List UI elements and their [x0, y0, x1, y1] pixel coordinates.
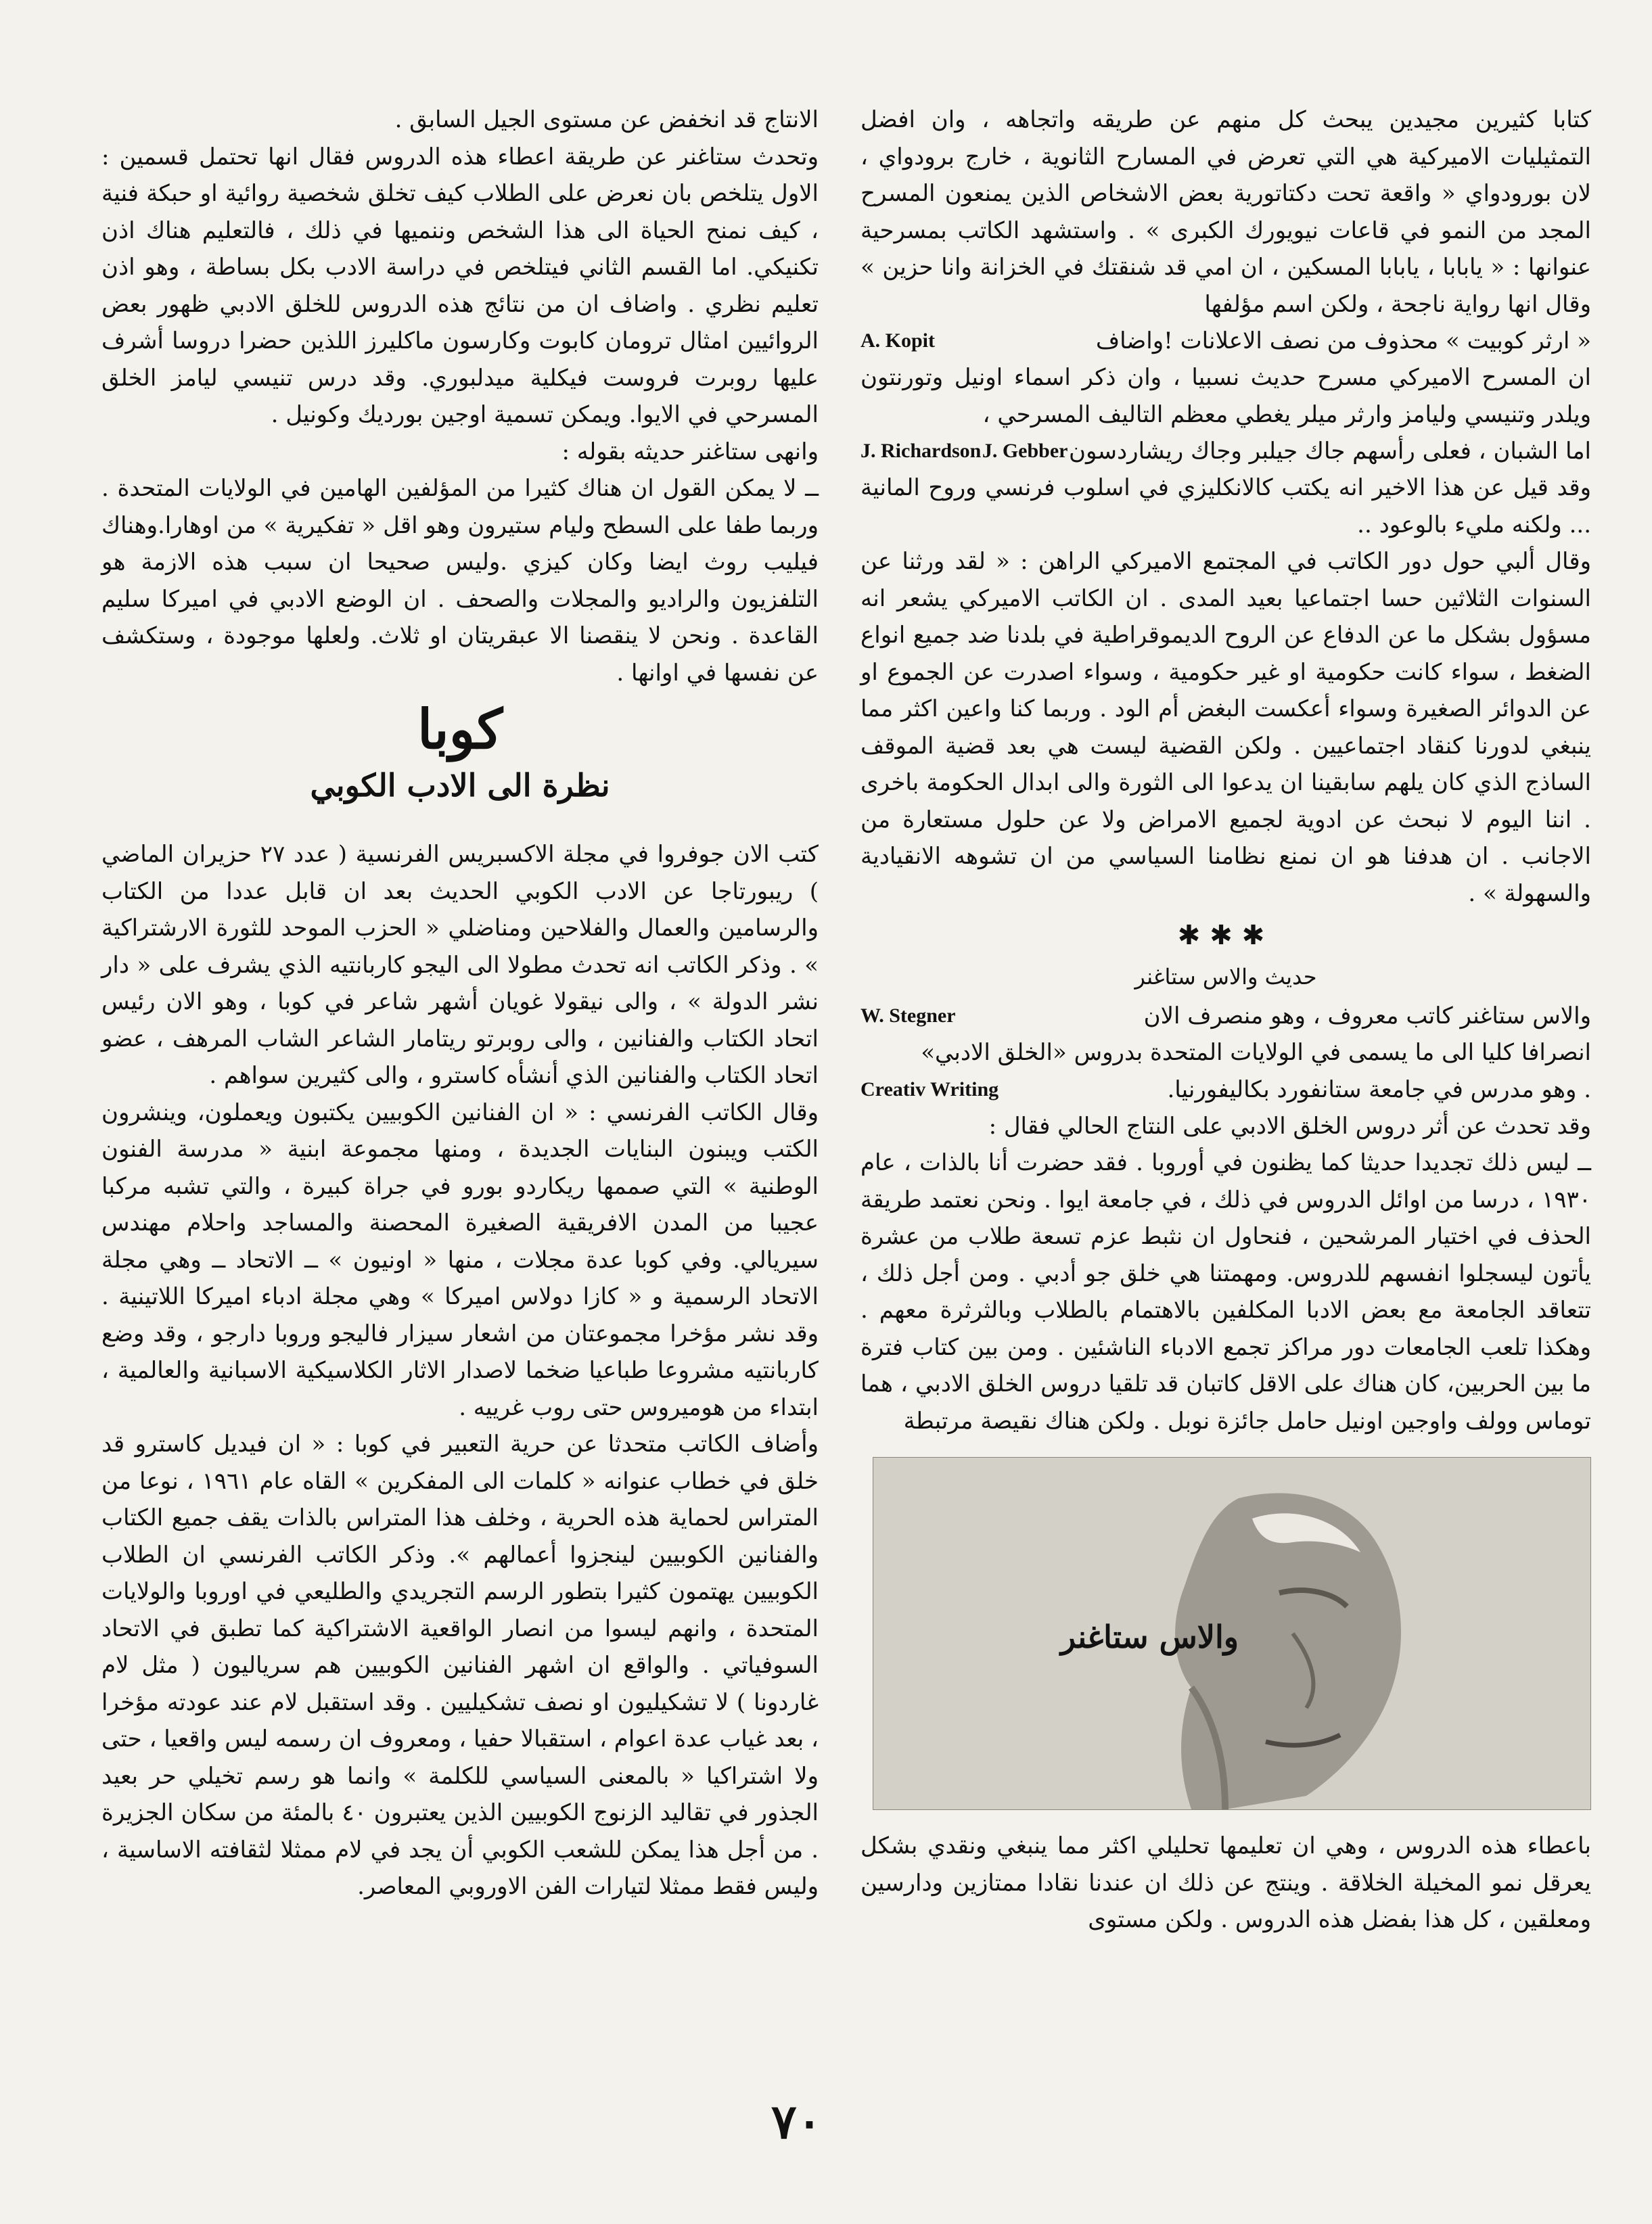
- kopit-line: [861, 323, 1591, 359]
- creative-writing-line: [861, 1071, 1591, 1108]
- paragraph: وقال ألبي حول دور الكاتب في المجتمع الاميركي الراهن : « لقد ورثنا عن السنوات الثلاثين حسا اجتماعيا بعيد المدى . ان الكاتب الاميركي يشعر انه مسؤول بشكل ما عن الدفاع عن الروح الديموقراطية في بلدنا ضد جميع انواع الضغط ، سواء كانت حكومية او غير حكومية ، وسواء اصدرت عن الجموع او عن الدوائر الصغيرة وسواء أعكست البغض أم الود . وربما كنا واعين اكثر مما ينبغي لدورنا كنقاد اجتماعيين . ولكن القضية ليست هي بعد قضية الموقف الساذج الذي كان يلهم سابقينا ان يدعوا الى الثورة والى ابدال الحكومة باخرى . اننا اليوم لا نبحث عن ادوية لجميع الامراض ولا عن حلول مستعارة من الاجانب . ان هدفنا هو ان نمنع نظامنا السياسي من ان تشوهه الانقيادية والسهولة » .: [861, 548, 1591, 907]
- latin-gloss: W. Stegner: [861, 1004, 956, 1027]
- paragraph: وقال الكاتب الفرنسي : « ان الفنانين الكوبيين يكتبون ويعملون، وينشرون الكتب ويبنون البنايات الجديدة ، ومنها مجموعة ابنية « مدرسة الفنون الوطنية » التي صممها ريكاردو بورو في جراة كبيرة ، والتي تشبه مركبا عجيبا من المدن الافريقية الصغيرة المحصنة والمساجد واحلام مهندس سيريالي. وفي كوبا عدة مجلات ، منها « اونيون » ــ الاتحاد ــ وهي مجلة الاتحاد الرسمية و « كازا دولاس اميركا » وهي مجلة ادباء اميركا اللاتينية . وقد نشر مؤخرا مجموعتان من اشعار سيزار فاليجو وروبا دارجو ، وقد وضع كاربانتيه مشروعا طباعيا ضخما لاصدار الاثار الكلاسيكية الاسبانية والعالمية ، ابتداء من هوميروس حتى روب غرييه .: [101, 1098, 819, 1421]
- paragraph: والاس ستاغنر كاتب معروف ، وهو منصرف الان: [1143, 1002, 1591, 1029]
- paragraph: ان المسرح الاميركي مسرح حديث نسبيا ، وان ذكر اسماء اونيل وتورنتون ويلدر وتنيسي وليامز وارثر ميلر يغطي معظم التاليف المسرحي ،: [861, 364, 1591, 428]
- paragraph: كتب الان جوفروا في مجلة الاكسبريس الفرنسية ( عدد ٢٧ حزيران الماضي ) ريبورتاجا عن الادب الكوبي الحديث بعد ان قابل عددا من الكتاب والرسامين والعمال والفلاحين ومناضلي « الحزب الموحد للثورة الارشتراكية » . وذكر الكاتب انه تحدث مطولا الى اليجو كاربانتيه الذي يشرف على « دار نشر الدولة » ، والى نيقولا غويان أشهر شاعر في كوبا ، وهو الان رئيس اتحاد الكتاب والفنانين ، والى روبرتو ريتامار الشاعر الشاب المرهف ، عضو اتحاد الكتاب والفنانين الذي أنشأه كاسترو ، والى كثيرين سواهم .: [101, 841, 819, 1089]
- section-subtitle: نظرة الى الادب الكوبي: [310, 767, 610, 804]
- gebber-line: [861, 433, 1591, 469]
- right-column: [861, 101, 1591, 1939]
- paragraph: « ارثر كوبيت » محذوف من نصف الاعلانات !واضاف: [1095, 327, 1591, 354]
- paragraph: وانهى ستاغنر حديثه بقوله :: [561, 438, 819, 465]
- paragraph: وأضاف الكاتب متحدثا عن حرية التعبير في كوبا : « ان فيديل كاسترو قد خلق في خطاب عنوانه « كلمات الى المفكرين » القاه عام ١٩٦١ ، نوعا من المتراس لحماية هذه الحرية ، وخلف هذا المتراس بالذات يقف جميع الكتاب والفنانين الكوبيين لينجزوا أعمالهم ». وذكر الكاتب الفرنسي ان الطلاب الكوبيين يهتمون كثيرا بتطور الرسم التجريدي والطليعي في اوروبا والولايات المتحدة ، وانهم ليسوا من انصار الواقعية الاشتراكية كما تطبق في الاتحاد السوفياتي . والواقع ان اشهر الفنانين الكوبيين هم سرياليون ( مثل لام غاردونا ) لا تشكيليون او نصف تشكيليين . وقد استقبل لام عند عودته مؤخرا ، بعد غياب عدة اعوام ، استقبالا حفيا ، ومعروف ان رسمه ليس واقعيا ، حتى ولا اشتراكيا « بالمعنى السياسي للكلمة » وانما هو رسم تخيلي حر بعيد الجذور في تقاليد الزنوج الكوبيين الذين يعتبرون ٤٠ بالمئة من سكان الجزيرة . من أجل هذا يمكن للشعب الكوبي أن يجد في لام ممثلا لثقافته الاساسية ، وليس فقط ممثلا لتيارات الفن الاوروبي المعاصر.: [101, 1431, 819, 1900]
- latin-gloss: Creativ Writing: [861, 1078, 999, 1101]
- paragraph: كتابا كثيرين مجيدين يبحث كل منهم عن طريقه واتجاهه ، وان افضل التمثيليات الاميركية هي التي تعرض في المسارح الثانوية ، خارج برودواي ، لان بورودواي « واقعة تحت دكتاتورية بعض الاشخاص الذين يمنعون المسرح المجد من النمو في قاعات نيويورك الكبرى » . واستشهد الكاتب بمسرحية عنوانها : « يابابا ، يابابا المسكين ، ان امي قد شنقتك في الخزانة وانا حزين » وقال انها رواية ناجحة ، ولكن اسم مؤلفها: [861, 106, 1591, 318]
- paragraph: . وهو مدرس في جامعة ستانفورد بكاليفورنيا.: [1167, 1075, 1591, 1103]
- left-column: [101, 101, 819, 1905]
- section-headline: كوبا: [417, 697, 503, 761]
- paragraph: وقد قيل عن هذا الاخير انه يكتب كالانكليزي في اسلوب فرنسي وروح المانية ... ولكنه مليء بالوعود ..: [861, 474, 1591, 538]
- photo-caption: والاس ستاغنر: [1060, 1619, 1239, 1655]
- paragraph: اما الشبان ، فعلى رأسهم جاك جيلبر وجاك ريشاردسون: [1068, 438, 1591, 465]
- paragraph: الانتاج قد انخفض عن مستوى الجيل السابق .: [394, 106, 819, 133]
- page-number: ٧٠: [771, 2093, 823, 2150]
- latin-gloss: J. Richardson: [861, 440, 982, 462]
- section-subhead: حديث والاس ستاغنر: [1134, 963, 1317, 990]
- latin-gloss: J. Gebber: [982, 440, 1068, 462]
- paragraph: انصرافا كليا الى ما يسمى في الولايات المتحدة بدروس «الخلق الادبي»: [921, 1039, 1591, 1066]
- paragraph: باعطاء هذه الدروس ، وهي ان تعليمها تحليلي اكثر مما ينبغي ونقدي بشكل يعرقل نمو المخيلة الخلاقة . وينتج عن ذلك ان عندنا نقادا ممتازين ودارسين ومعلقين ، كل هذا بفضل هذه الدروس . ولكن مستوى: [861, 1832, 1591, 1933]
- paragraph: وقد تحدث عن أثر دروس الخلق الادبي على النتاج الحالي فقال :: [988, 1112, 1591, 1140]
- paragraph: وتحدث ستاغنر عن طريقة اعطاء هذه الدروس فقال انها تحتمل قسمين : الاول يتلخص بان نعرض على الطلاب كيف تخلق شخصية روائية او حبكة فنية ، كيف نمنح الحياة الى هذا الشخص وننميها في ذلك ، فالتعليم هناك اذن تكنيكي. اما القسم الثاني فيتلخص في دراسة الادب بكل بساطة ، وهو اذن تعليم نظري . واضاف ان من نتائج هذه الدروس للخلق الادبي ظهور بعض الروائيين امثال ترومان كابوت وكارسون ماكليرز اللذين حضرا دروسا أشرف عليها روبرت فروست فيكلية ميدلبوري. وقد درس تنيسي ليامز الخلق المسرحي في الايوا. ويمكن تسمية اوجين بورديك وكونيل .: [101, 143, 819, 428]
- paragraph: ــ ليس ذلك تجديدا حديثا كما يظنون في أوروبا . فقد حضرت أنا بالذات ، عام ١٩٣٠ ، درسا من اوائل الدروس في ذلك ، في جامعة ايوا . ونحن نعتمد طريقة الحذف في اختيار المرشحين ، فنحاول ان نثبط عزم تسعة طلاب من عشرة يأتون ليسجلوا انفسهم للدروس. ومهمتنا هي خلق جو أدبي . ومن أجل ذلك ، تتعاقد الجامعة مع بعض الادبا المكلفين بالاهتمام بالطلاب وبالثرثرة معهم . وهكذا تلعب الجامعات دور مراكز تجمع الادباء الناشئين . ومن بين كتاب فترة ما بين الحربين، كان هناك على الاقل كاتبان قد تلقيا دروس الخلق الادبي ، هما توماس وولف واوجين اونيل حامل جائزة نوبل . ولكن هناك نقيصة مرتبطة: [861, 1149, 1591, 1435]
- portrait-photo: [873, 1457, 1591, 1810]
- latin-gloss: A. Kopit: [861, 329, 936, 352]
- section-divider-stars: ✱✱✱: [1177, 920, 1275, 951]
- stegner-line: [861, 998, 1591, 1034]
- paragraph: ــ لا يمكن القول ان هناك كثيرا من المؤلفين الهامين في الولايات المتحدة . وربما طفا على السطح وليام ستيرون وهو اقل « تفكيرية » من اوهارا.وهناك فيليب روث ايضا وكان كيزي .وليس صحيحا ان سبب هذه الازمة هو التلفزيون والراديو والمجلات والصحف . ان الوضع الادبي في اميركا سليم القاعدة . ونحن لا ينقصنا الا عبقريتان او ثلاث. ولعلها موجودة ، وستكشف عن نفسها في اوانها .: [101, 475, 819, 687]
